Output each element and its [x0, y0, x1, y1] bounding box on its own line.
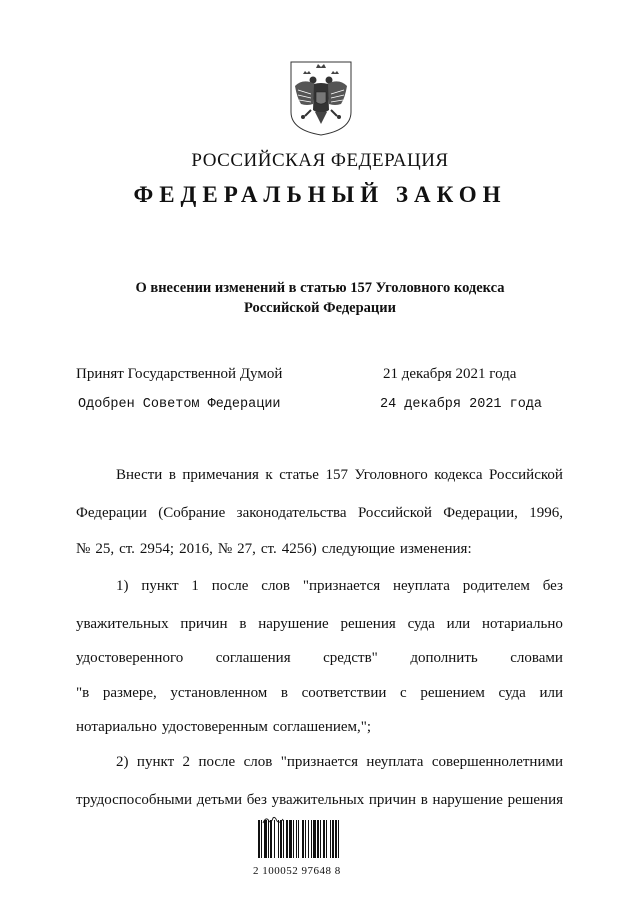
- barcode-bar: [330, 820, 331, 858]
- law-title-line-2: Российской Федерации: [243, 300, 396, 316]
- barcode-bar: [317, 820, 319, 858]
- barcode-bar: [335, 820, 337, 858]
- barcode-bar: [261, 820, 262, 858]
- barcode-bar: [338, 820, 339, 858]
- barcode-bar: [311, 820, 312, 858]
- barcode-bar: [305, 820, 306, 858]
- duma-adoption-date: 21 декабря 2021 года: [383, 366, 517, 382]
- body-line: уважительных причин в нарушение решения суда или нотариально: [76, 616, 563, 632]
- council-approval-label: Одобрен Советом Федерации: [78, 397, 281, 412]
- barcode-bar: [268, 820, 269, 858]
- barcode-bar: [270, 820, 272, 858]
- barcode-bar: [313, 820, 316, 858]
- body-line: 1) пункт 1 после слов "признается неуплата родителем без: [116, 578, 563, 594]
- barcode-bar: [293, 820, 294, 858]
- barcode-number: 2 100052 97648 8: [253, 865, 341, 877]
- barcode-bar: [289, 820, 292, 858]
- body-line: трудоспособными детьми без уважительных причин в нарушение решения: [76, 792, 563, 808]
- barcode-icon: [258, 820, 370, 858]
- barcode-bar: [280, 820, 282, 858]
- body-line: № 25, ст. 2954; 2016, № 27, ст. 4256) следующие изменения:: [76, 541, 472, 557]
- council-approval-date: 24 декабря 2021 года: [380, 397, 543, 412]
- body-line: нотариально удостоверенным соглашением,";: [76, 719, 372, 735]
- law-title: [0, 278, 640, 318]
- russian-coat-of-arms-icon: [289, 60, 353, 137]
- document-type: ФЕДЕРАЛЬНЫЙ ЗАКОН: [133, 182, 507, 207]
- barcode-bar: [332, 820, 334, 858]
- barcode-bar: [320, 820, 321, 858]
- body-line: 2) пункт 2 после слов "признается неуплата совершеннолетними: [116, 754, 563, 770]
- barcode-bar: [323, 820, 325, 858]
- barcode-bar: [296, 820, 297, 858]
- barcode-bar: [308, 820, 309, 858]
- duma-adoption-label: Принят Государственной Думой: [76, 366, 283, 382]
- barcode-bar: [286, 820, 288, 858]
- body-line: Федерации (Собрание законодательства Российской Федерации, 1996,: [76, 505, 563, 521]
- body-line: "в размере, установленном в соответствии с решением суда или: [76, 685, 563, 701]
- barcode-bar: [258, 820, 260, 858]
- barcode-bar: [274, 820, 275, 858]
- country-name: РОССИЙСКАЯ ФЕДЕРАЦИЯ: [191, 150, 449, 171]
- barcode-bar: [278, 820, 279, 858]
- barcode-bar: [283, 820, 284, 858]
- barcode-bar: [326, 820, 327, 858]
- law-title-line-1: О внесении изменений в статью 157 Уголовного кодекса: [135, 280, 505, 296]
- barcode-bar: [298, 820, 299, 858]
- barcode-bar: [264, 820, 267, 858]
- body-line: удостоверенного соглашения средств" дополнить словами: [76, 650, 563, 666]
- barcode-bar: [302, 820, 304, 858]
- body-line: Внести в примечания к статье 157 Уголовного кодекса Российской: [116, 467, 563, 483]
